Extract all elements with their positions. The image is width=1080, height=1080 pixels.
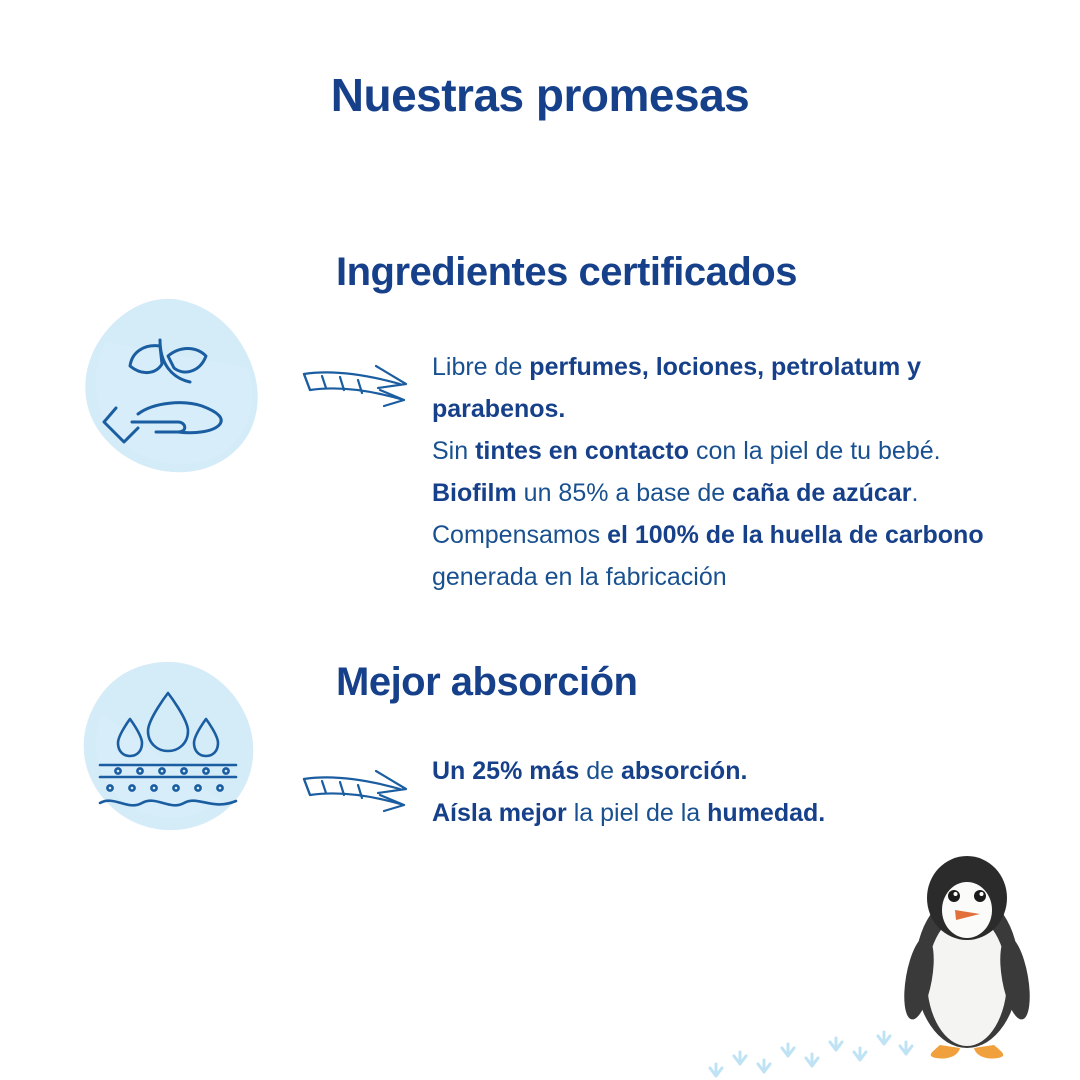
promise-heading-absorcion: Mejor absorción [336, 660, 638, 704]
penguin-mascot [892, 840, 1042, 1070]
promise-line: Libre de perfumes, lociones, petrolatum y parabenos. [432, 353, 922, 423]
promise-body-ingredientes [432, 346, 1052, 598]
arrow-right-sketch-icon [300, 360, 415, 415]
promise-line: Aísla mejor la piel de la humedad. [432, 799, 826, 827]
promise-heading-ingredientes: Ingredientes certificados [336, 250, 797, 294]
water-drop-absorption-icon [58, 640, 278, 860]
promise-line: Compensamos el 100% de la huella de carbono generada en la fabricación [432, 521, 984, 591]
promise-line: Un 25% más de absorción. [432, 757, 748, 785]
arrow-right-sketch-icon [300, 765, 415, 820]
promise-line: Sin tintes en contacto con la piel de tu bebé. [432, 437, 941, 465]
promise-line: Biofilm un 85% a base de caña de azúcar. [432, 479, 919, 507]
hand-holding-leaves-icon [58, 280, 278, 500]
badge-ingredientes [58, 280, 278, 500]
promise-body-absorcion [432, 750, 1052, 834]
page-title: Nuestras promesas [330, 69, 750, 121]
badge-absorcion [58, 640, 278, 860]
